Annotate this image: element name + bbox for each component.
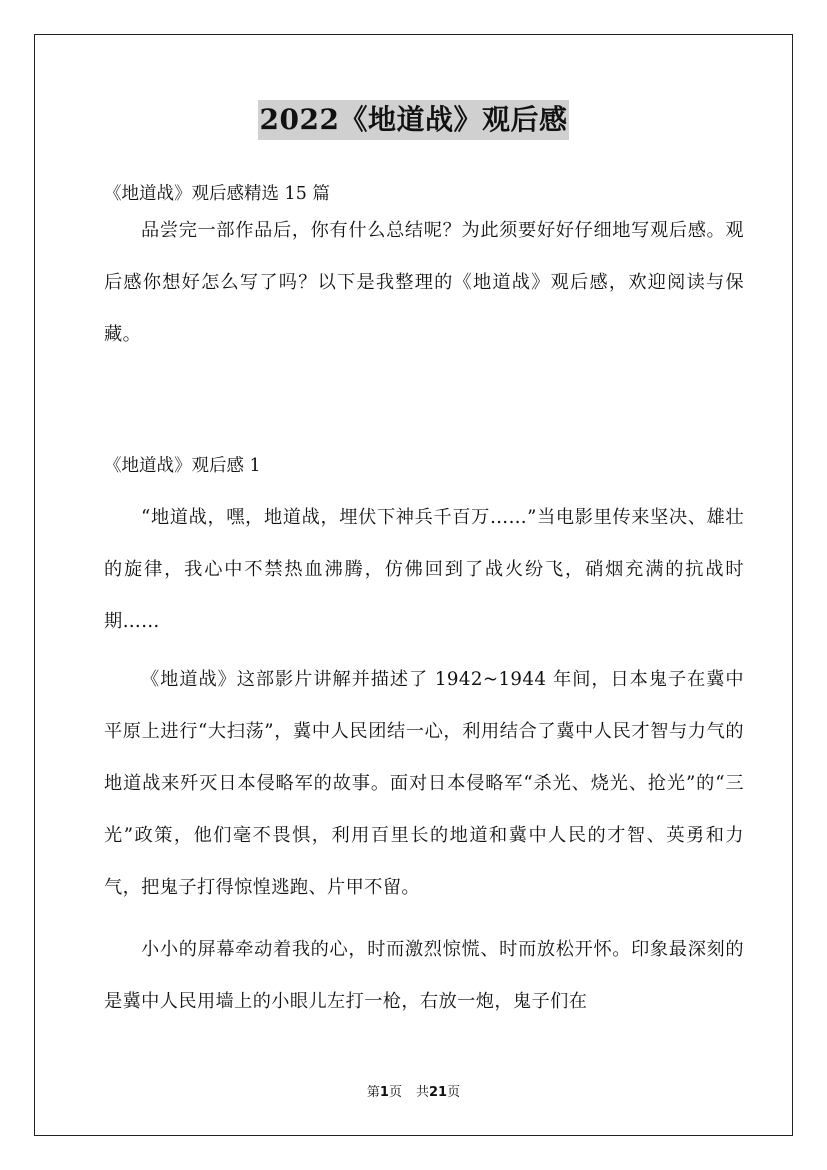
page-footer (0, 1084, 827, 1102)
body-paragraph-2: 《地道战》这部影片讲解并描述了 1942~1944 年间，日本鬼子在冀中平原上进行“大扫荡”，冀中人民团结一心，利用结合了冀中人民才智与力气的地道战来歼灭日本侵略军的故事。面对日本侵略军“杀光、烧光、抢光”的“三光”政策，他们毫不畏惧，利用百里长的地道和冀中人民的才智、英勇和力气，把鬼子打得惊惶逃跑、片甲不留。 (104, 669, 744, 898)
total-suffix: 页 (447, 1085, 461, 1100)
intro-paragraph: 品尝完一部作品后，你有什么总结呢？为此须要好好仔细地写观后感。观后感你想好怎么写了吗？以下是我整理的《地道战》观后感，欢迎阅读与保藏。 (104, 220, 744, 345)
section-heading: 《地道战》观后感 1 (104, 456, 261, 476)
document-subtitle: 《地道战》观后感精选 15 篇 (104, 184, 330, 204)
page-prefix: 第 (366, 1085, 380, 1100)
page-suffix: 页 (388, 1085, 402, 1100)
body-paragraph-1: “地道战，嘿，地道战，埋伏下神兵千百万……”当电影里传来坚决、雄壮的旋律，我心中不禁热血沸腾，仿佛回到了战火纷飞，硝烟充满的抗战时期…… (104, 507, 744, 632)
document-title: 2022《地道战》观后感 (258, 100, 570, 140)
page-current-number: 1 (379, 1085, 389, 1100)
total-prefix: 共 (415, 1085, 429, 1100)
title-container (0, 100, 827, 140)
body-paragraph-3: 小小的屏幕牵动着我的心，时而激烈惊慌、时而放松开怀。印象最深刻的是冀中人民用墙上的小眼儿左打一枪，右放一炮，鬼子们在 (104, 939, 744, 1012)
page-total-number: 21 (428, 1085, 448, 1100)
